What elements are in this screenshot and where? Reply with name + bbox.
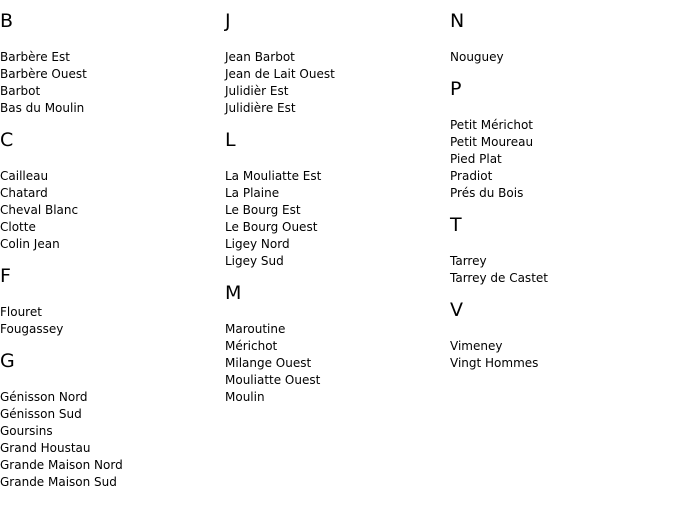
place-item[interactable]: Milange Ouest (225, 356, 312, 370)
place-list (450, 49, 675, 66)
letter-heading: P (450, 78, 462, 100)
letter-heading: J (225, 10, 231, 32)
place-list (450, 253, 675, 287)
place-item[interactable]: Mouliatte Ouest (225, 373, 321, 387)
letter-heading: L (225, 129, 236, 151)
letter-group-v (450, 299, 675, 372)
letter-heading: T (450, 214, 462, 236)
place-item[interactable]: Chatard (0, 186, 48, 200)
place-item[interactable]: Petit Moureau (450, 135, 534, 149)
place-item[interactable]: Flouret (0, 305, 42, 319)
letter-heading: C (0, 129, 14, 151)
place-item[interactable]: Colin Jean (0, 237, 60, 251)
place-item[interactable]: Génisson Nord (0, 390, 88, 404)
index-column-3 (450, 0, 675, 384)
place-list (450, 338, 675, 372)
place-list (0, 168, 225, 253)
index-column-1 (0, 0, 225, 503)
place-list (225, 321, 450, 406)
place-item[interactable]: Vingt Hommes (450, 356, 539, 370)
place-item[interactable]: Goursins (0, 424, 53, 438)
place-item[interactable]: Grande Maison Nord (0, 458, 123, 472)
place-item[interactable]: Le Bourg Est (225, 203, 301, 217)
letter-heading: B (0, 10, 14, 32)
letter-heading: N (450, 10, 465, 32)
place-item[interactable]: Tarrey de Castet (450, 271, 548, 285)
letter-heading: M (225, 282, 242, 304)
letter-group-f (0, 265, 225, 338)
index-column-2 (225, 0, 450, 418)
place-item[interactable]: Moulin (225, 390, 265, 404)
place-list (225, 168, 450, 270)
place-item[interactable]: Ligey Sud (225, 254, 284, 268)
place-item[interactable]: Julidière Est (225, 101, 296, 115)
letter-heading: G (0, 350, 15, 372)
place-item[interactable]: Pied Plat (450, 152, 502, 166)
place-item[interactable]: Ligey Nord (225, 237, 290, 251)
place-item[interactable]: Maroutine (225, 322, 286, 336)
letter-heading: V (450, 299, 463, 321)
letter-group-c (0, 129, 225, 253)
place-item[interactable]: Jean Barbot (225, 50, 295, 64)
place-list (0, 49, 225, 117)
place-item[interactable]: Grande Maison Sud (0, 475, 117, 489)
place-item[interactable]: La Mouliatte Est (225, 169, 322, 183)
letter-group-j (225, 10, 450, 117)
place-item[interactable]: Barbot (0, 84, 41, 98)
place-item[interactable]: Jean de Lait Ouest (225, 67, 335, 81)
place-item[interactable]: Mérichot (225, 339, 278, 353)
place-item[interactable]: Petit Mérichot (450, 118, 534, 132)
place-item[interactable]: Bas du Moulin (0, 101, 85, 115)
place-item[interactable]: Grand Houstau (0, 441, 91, 455)
place-item[interactable]: Vimeney (450, 339, 503, 353)
letter-group-g (0, 350, 225, 491)
place-list (450, 117, 675, 202)
place-item[interactable]: Pradiot (450, 169, 493, 183)
letter-group-b (0, 10, 225, 117)
letter-heading: F (0, 265, 11, 287)
place-list (0, 304, 225, 338)
letter-group-t (450, 214, 675, 287)
place-item[interactable]: Le Bourg Ouest (225, 220, 318, 234)
place-item[interactable]: Barbère Ouest (0, 67, 87, 81)
place-item[interactable]: Prés du Bois (450, 186, 524, 200)
place-item[interactable]: Nouguey (450, 50, 504, 64)
letter-group-n (450, 10, 675, 66)
place-item[interactable]: Tarrey (450, 254, 487, 268)
place-item[interactable]: Julidièr Est (225, 84, 289, 98)
place-item[interactable]: Cheval Blanc (0, 203, 79, 217)
place-list (225, 49, 450, 117)
letter-group-p (450, 78, 675, 202)
place-item[interactable]: Génisson Sud (0, 407, 82, 421)
place-item[interactable]: La Plaine (225, 186, 280, 200)
place-item[interactable]: Barbère Est (0, 50, 70, 64)
place-item[interactable]: Cailleau (0, 169, 49, 183)
letter-group-m (225, 282, 450, 406)
place-list (0, 389, 225, 491)
place-item[interactable]: Fougassey (0, 322, 64, 336)
place-item[interactable]: Clotte (0, 220, 36, 234)
letter-group-l (225, 129, 450, 270)
